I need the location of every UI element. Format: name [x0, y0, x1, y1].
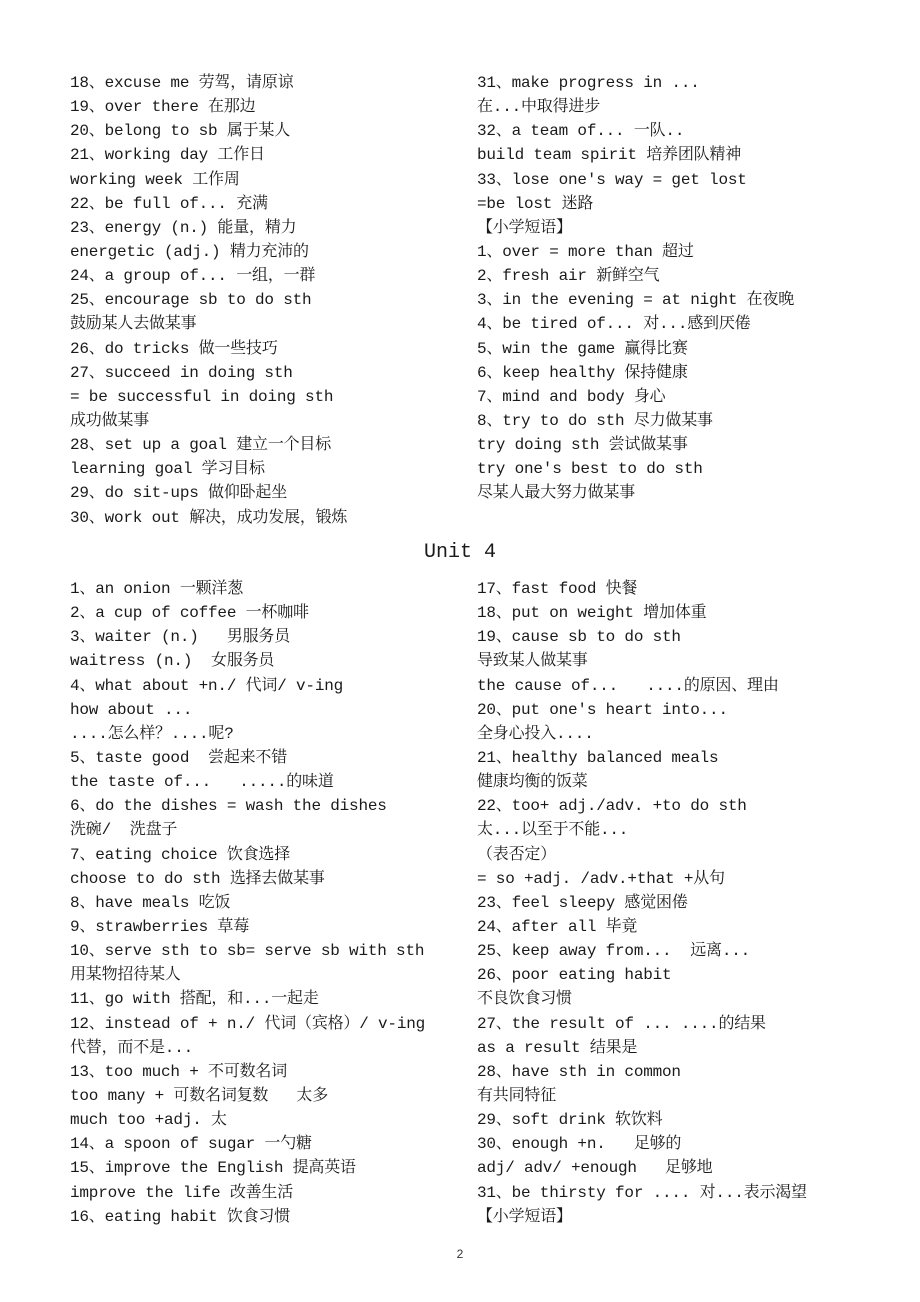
phrase-line: 7、mind and body 身心: [477, 387, 666, 406]
phrase-line: 19、cause sb to do sth: [477, 628, 681, 647]
phrase-line: the taste of... .....的味道: [70, 773, 334, 792]
phrase-line: 26、poor eating habit: [477, 966, 672, 985]
phrase-line: 成功做某事: [70, 411, 150, 430]
phrase-line: 洗碗/ 洗盘子: [70, 821, 178, 840]
phrase-line: 27、the result of ... ....的结果: [477, 1014, 766, 1033]
phrase-line: as a result 结果是: [477, 1038, 638, 1057]
phrase-line: 全身心投入....: [477, 724, 594, 743]
phrase-line: 31、make progress in ...: [477, 74, 700, 92]
phrase-line: 17、fast food 快餐: [477, 580, 638, 598]
phrase-line: 7、eating choice 饮食选择: [70, 845, 291, 864]
phrase-line: 太...以至于不能...: [477, 821, 629, 840]
page-number: 2: [456, 1247, 464, 1261]
phrase-line: try doing sth 尝试做某事: [477, 436, 688, 455]
phrase-line: try one's best to do sth: [477, 460, 703, 479]
phrase-line: 4、be tired of... 对...感到厌倦: [477, 315, 751, 334]
phrase-line: too many + 可数名词复数 太多: [70, 1086, 329, 1105]
phrase-line: 16、eating habit 饮食习惯: [70, 1207, 291, 1226]
phrase-line: 31、be thirsty for .... 对...表示渴望: [477, 1183, 807, 1202]
phrase-line: 8、have meals 吃饭: [70, 893, 231, 912]
phrase-line: 28、have sth in common: [477, 1062, 681, 1081]
top-left-phrase-column: [70, 71, 347, 530]
phrase-line: improve the life 改善生活: [70, 1183, 294, 1202]
phrase-line: 2、fresh air 新鲜空气: [477, 267, 660, 286]
phrase-line: learning goal 学习目标: [70, 460, 265, 479]
phrase-line: 24、after all 毕竟: [477, 917, 638, 936]
phrase-line: 30、work out 解决，成功发展，锻炼: [70, 508, 348, 527]
phrase-line: 29、soft drink 软饮料: [477, 1111, 663, 1130]
unit-title: Unit 4: [423, 541, 496, 564]
phrase-line: 5、win the game 赢得比赛: [477, 339, 688, 358]
phrase-line: waitress (n.) 女服务员: [70, 652, 275, 671]
unit4-left-phrase-column: [70, 577, 425, 1229]
phrase-line: working week 工作周: [70, 170, 240, 189]
phrase-line: 【小学短语】: [477, 1207, 572, 1226]
phrase-line: 13、too much + 不可数名词: [70, 1062, 288, 1081]
phrase-line: 12、instead of + n./ 代词（宾格）/ v-ing: [70, 1014, 426, 1033]
phrase-line: 5、taste good 尝起来不错: [70, 748, 288, 767]
phrase-line: 1、over = more than 超过: [477, 242, 694, 261]
phrase-line: 3、in the evening = at night 在夜晚: [477, 291, 795, 310]
phrase-line: 30、enough +n. 足够的: [477, 1135, 682, 1154]
phrase-line: 代替，而不是...: [70, 1038, 194, 1057]
phrase-line: much too +adj. 太: [70, 1111, 227, 1130]
phrase-line: 29、do sit-ups 做仰卧起坐: [70, 484, 288, 503]
phrase-line: choose to do sth 选择去做某事: [70, 869, 325, 888]
phrase-line: 18、excuse me 劳驾，请原谅: [70, 74, 294, 92]
phrase-line: 27、succeed in doing sth: [70, 363, 293, 382]
phrase-line: energetic (adj.) 精力充沛的: [70, 242, 309, 261]
phrase-line: 健康均衡的饭菜: [477, 773, 588, 792]
phrase-line: 21、working day 工作日: [70, 146, 265, 165]
phrase-line: 19、over there 在那边: [70, 98, 256, 117]
phrase-line: 26、do tricks 做一些技巧: [70, 339, 278, 358]
phrase-line: 24、a group of... 一组，一群: [70, 267, 316, 286]
phrase-line: 32、a team of... 一队..: [477, 122, 685, 141]
phrase-line: 20、put one's heart into...: [477, 700, 728, 719]
phrase-line: 导致某人做某事: [477, 652, 588, 671]
phrase-line: the cause of... ....的原因、理由: [477, 676, 779, 695]
phrase-line: 6、do the dishes = wash the dishes: [70, 797, 387, 816]
phrase-line: 8、try to do sth 尽力做某事: [477, 411, 713, 430]
phrase-line: 9、strawberries 草莓: [70, 917, 250, 936]
phrase-line: = be successful in doing sth: [70, 387, 334, 406]
phrase-line: 鼓励某人去做某事: [70, 315, 197, 334]
phrase-line: 尽某人最大努力做某事: [477, 484, 636, 503]
phrase-line: 18、put on weight 增加体重: [477, 604, 707, 623]
phrase-line: 15、improve the English 提高英语: [70, 1159, 356, 1178]
top-right-phrase-column: [477, 71, 794, 506]
phrase-line: 2、a cup of coffee 一杯咖啡: [70, 604, 309, 623]
phrase-line: 14、a spoon of sugar 一勺糖: [70, 1135, 312, 1154]
phrase-line: 6、keep healthy 保持健康: [477, 363, 688, 382]
phrase-line: 33、lose one's way = get lost: [477, 170, 747, 189]
phrase-line: 在...中取得进步: [477, 98, 601, 117]
phrase-line: 22、too+ adj./adv. +to do sth: [477, 797, 747, 816]
phrase-line: 3、waiter (n.) 男服务员: [70, 628, 291, 647]
phrase-line: 23、feel sleepy 感觉困倦: [477, 893, 688, 912]
unit4-right-phrase-column: [477, 577, 807, 1229]
phrase-line: 11、go with 搭配，和...一起走: [70, 990, 319, 1009]
phrase-line: （表否定）: [477, 845, 557, 864]
phrase-line: 【小学短语】: [477, 218, 572, 237]
phrase-line: =be lost 迷路: [477, 194, 594, 213]
phrase-line: 21、healthy balanced meals: [477, 748, 719, 767]
phrase-line: 22、be full of... 充满: [70, 194, 268, 213]
phrase-line: how about ...: [70, 700, 193, 719]
phrase-line: 28、set up a goal 建立一个目标: [70, 436, 332, 455]
phrase-line: 不良饮食习惯: [477, 990, 572, 1009]
phrase-line: 20、belong to sb 属于某人: [70, 122, 291, 141]
phrase-line: build team spirit 培养团队精神: [477, 146, 742, 165]
phrase-line: 1、an onion 一颗洋葱: [70, 580, 244, 598]
phrase-line: 有共同特征: [477, 1086, 557, 1105]
phrase-line: 用某物招待某人: [70, 966, 181, 985]
phrase-line: 4、what about +n./ 代词/ v-ing: [70, 676, 344, 695]
phrase-line: 25、keep away from... 远离...: [477, 942, 751, 961]
phrase-line: 23、energy (n.) 能量，精力: [70, 218, 297, 237]
phrase-line: ....怎么样？....呢?: [70, 724, 234, 743]
phrase-line: adj/ adv/ +enough 足够地: [477, 1159, 713, 1178]
phrase-line: = so +adj. /adv.+that +从句: [477, 869, 725, 888]
phrase-line: 25、encourage sb to do sth: [70, 291, 312, 310]
phrase-line: 10、serve sth to sb= serve sb with sth: [70, 942, 425, 961]
